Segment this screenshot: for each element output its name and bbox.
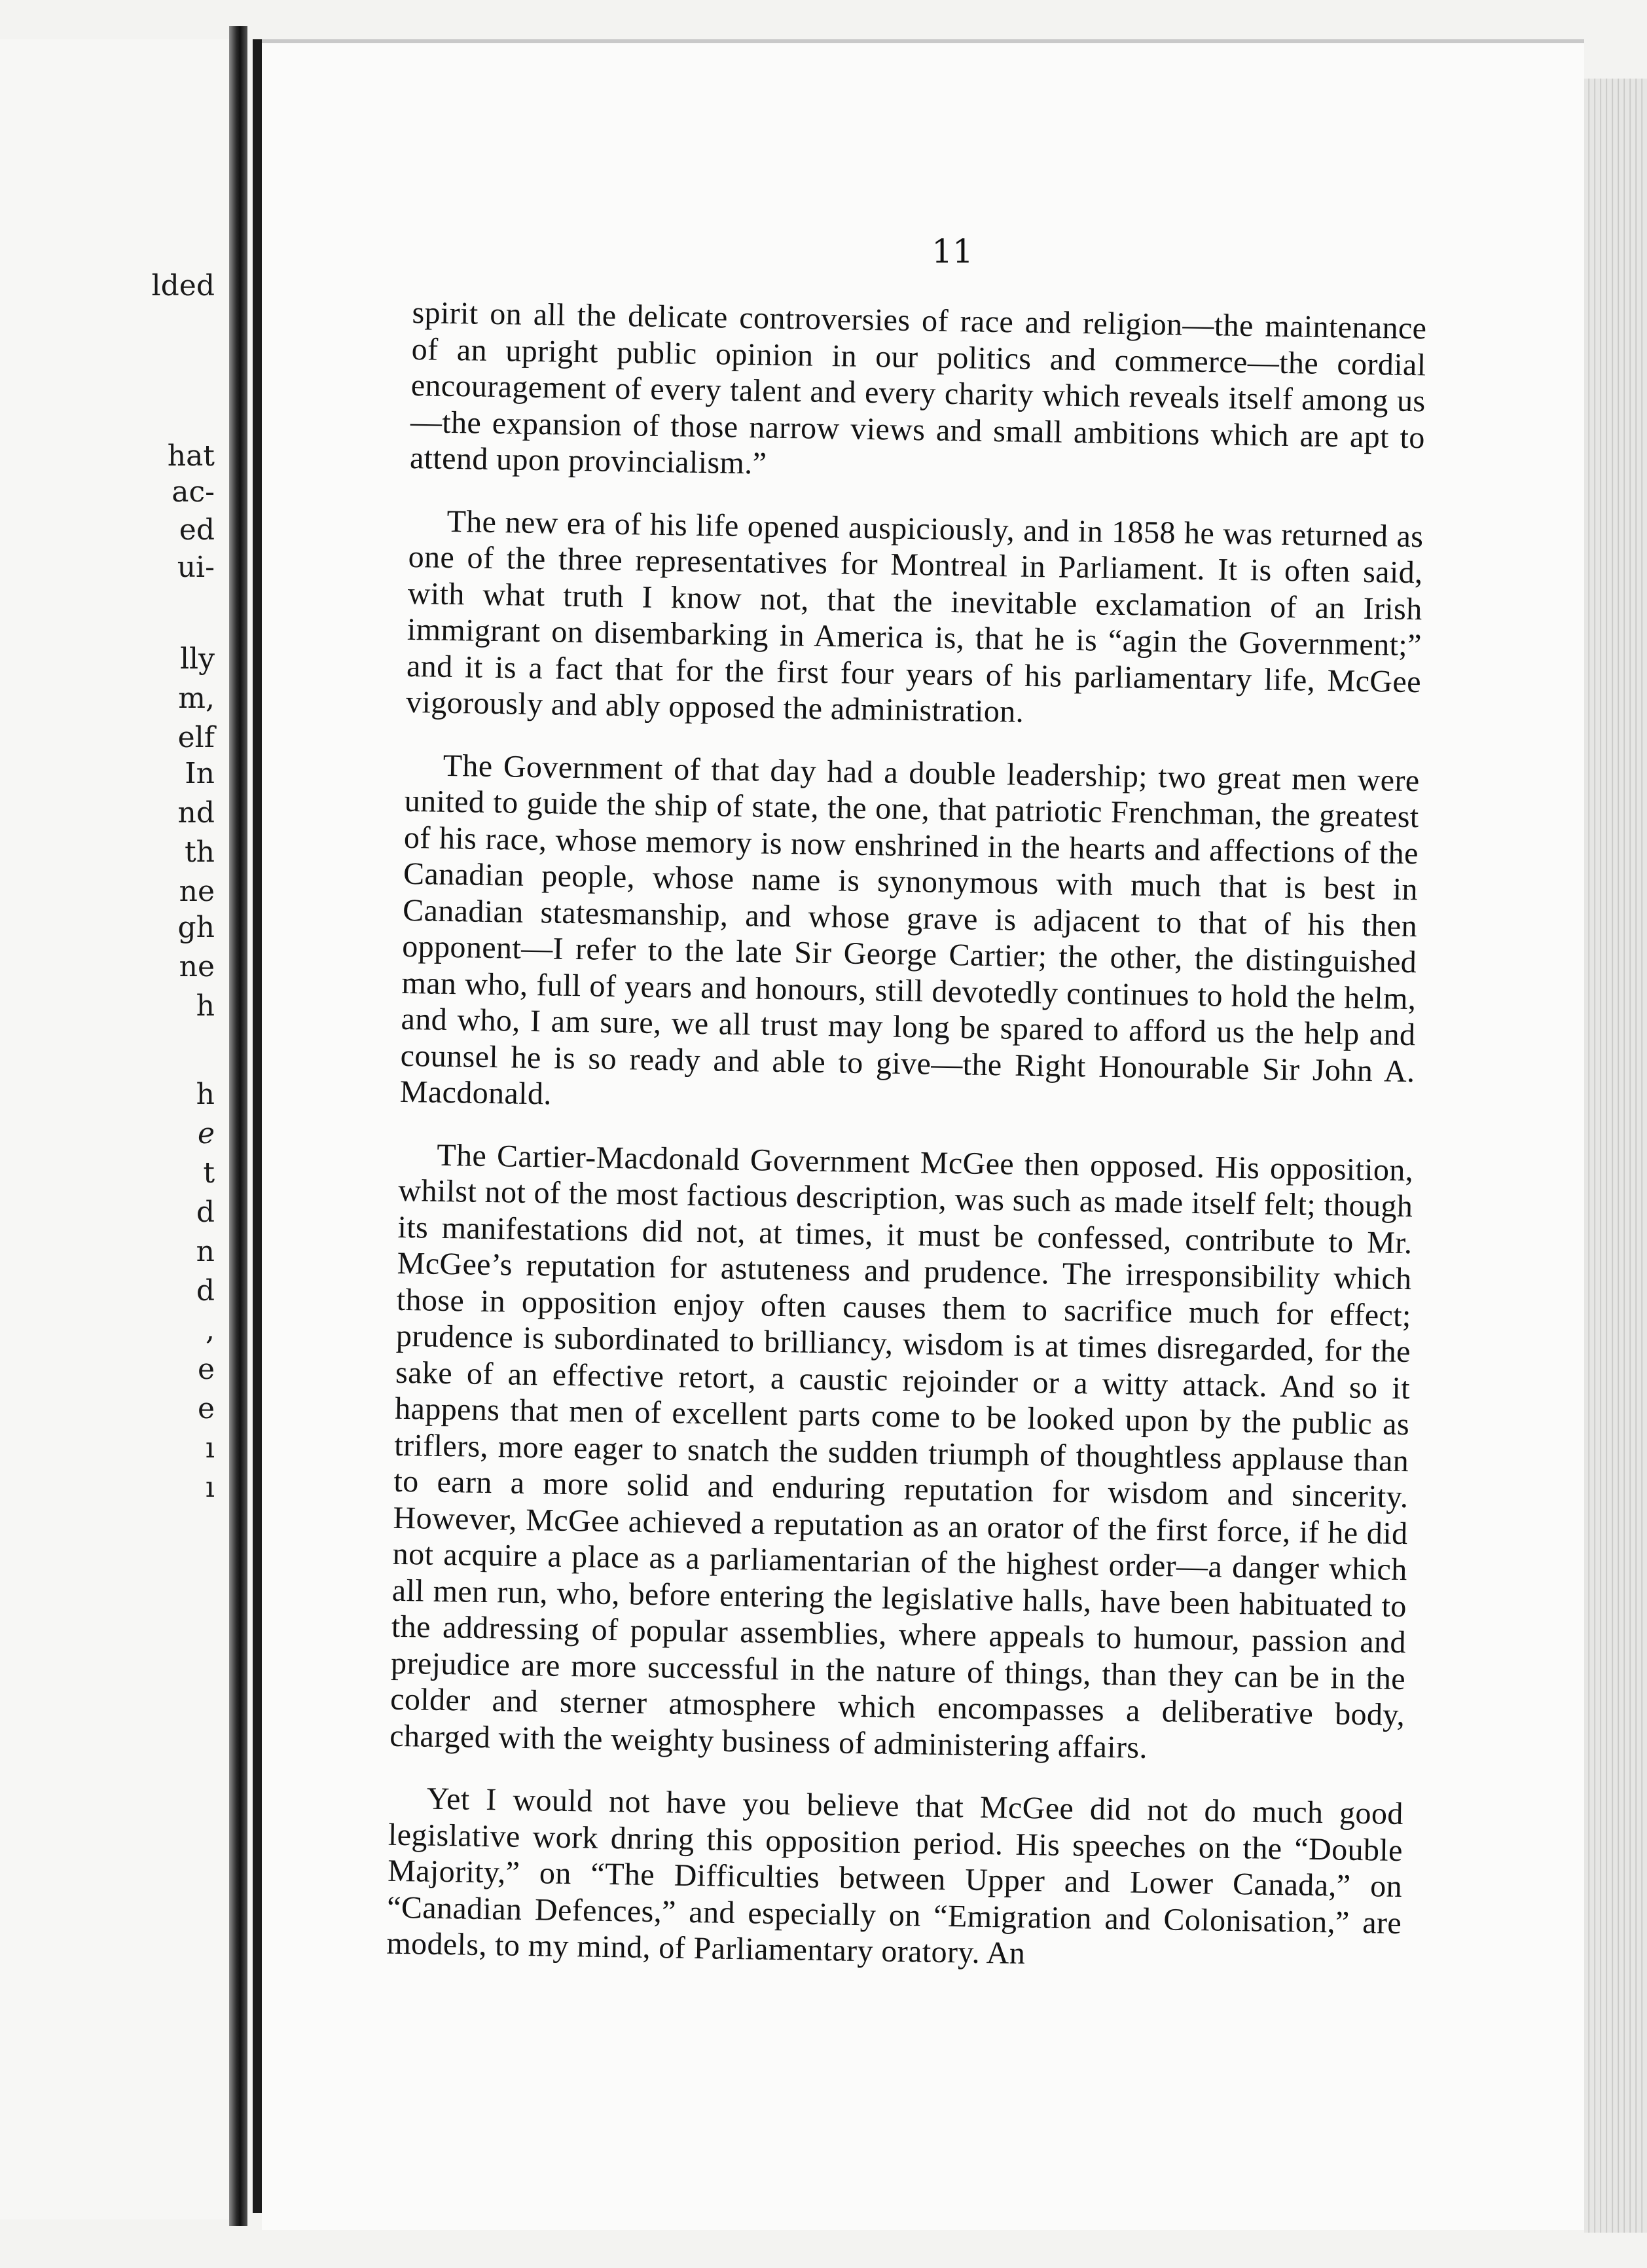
paragraph: spirit on all the delicate controversies of race and religion—the maintenance of an upright public opinion in our politics and commerce—the cordial encouragement of every talent and every charity which reveals itself among us—the expansion of those narrow views and small ambitions which are apt to attend upon provincialism.” [409,295,1427,481]
paragraph: The new era of his life opened auspiciously, and in 1858 he was returned as one of the three representatives for Montreal in Parliament. It is often said, with what truth I know not, that the inevitable exclamation of an Irish immigrant on disembarking in America is, that he is “agin the Government;” and it is a fact that for the first four years of his parliamentary life, McGee vigorously and ably opposed the administration. [405,503,1424,729]
paragraph: The Government of that day had a double leadership; two great men were united to guide the ship of state, the one, that patriotic Frenchman, the greatest of his race, whose memory is now enshrined in the hearts and affections of the Canadian people, whose name is synonymous with much that is best in Canadian statesmanship, and whose grave is adjacent to that of his then opponent—I refer to the late Sir George Cartier; the other, the distinguished man who, full of years and honours, still devotedly continues to hold the helm, and who, I am sure, we all trust may long be spared to afford us the help and counsel he is so ready and able to give—the Right Honourable Sir John A. Macdonald. [399,748,1420,1112]
margin-fragment: , [206,1313,215,1347]
margin-fragment: ı [205,1471,215,1504]
margin-fragment: h [196,989,215,1023]
margin-fragment: e [197,1117,215,1150]
margin-fragment: th [184,835,215,869]
paragraph: Yet I would not have you believe that McGee did not do much good legislative work dnring this opposition period. His speeches on the “Double Majority,” on “The Difficulties between Upper and Lower Canada,” on “Canadian Defences,” and especially on “Emigration and Colonisation,” are models, to my mind, of Parliamentary oratory. An [386,1781,1404,1971]
margin-fragment: ı [205,1431,215,1465]
book-gutter [229,26,247,2226]
margin-fragment: ed [179,513,215,547]
margin-fragment: n [196,1235,215,1268]
margin-fragment: gh [177,911,215,944]
margin-fragment: In [185,757,215,790]
margin-fragment: hat [167,439,215,473]
margin-fragment: ui- [177,551,215,584]
margin-fragment: nd [177,796,215,830]
margin-fragment: e [197,1353,215,1386]
margin-fragment: t [203,1156,215,1190]
margin-fragment: lded [151,269,215,302]
paragraph: The Cartier-Macdonald Government McGee then opposed. His opposition, whilst not of the most factious description, was such as made itself felt; though its manifestations did not, at times, it must be confessed, contribute to Mr. McGee’s reputation for astuteness and prudence. The irresponsibility which those in opposition enjoy often causes them to sacrifice much for effect; prudence is subordinated to brilliancy, wisdom is at times disregarded, for the sake of an effective retort, a caustic rejoinder or a witty attack. And so it happens that men of excellent parts come to be looked upon by the public as triflers, more eager to snatch the sudden triumph of thoughtless applause than to earn a more solid and enduring reputation for wisdom and sincerity. However, McGee achieved a reputation as an orator of the first force, if he did not acquire a place as a parliamentarian of the highest order—a danger which all men run, who, before entering the legislative halls, have been habituated to the addressing of popular assemblies, where appeals to humour, passion and prejudice are more successful in the nature of things, than they can be in the colder and sterner atmosphere which encompasses a deliberative body, charged with the weighty business of administering affairs. [389,1137,1414,1765]
margin-fragment: elf [177,721,215,754]
body-text [386,295,1426,2004]
margin-fragment: lly [179,642,215,676]
margin-fragment: ne [179,875,215,908]
margin-fragment: ac- [172,475,215,509]
margin-fragment: d [196,1196,215,1229]
margin-fragment: e [197,1392,215,1425]
margin-fragment: d [196,1274,215,1308]
margin-fragment: ne [179,950,215,983]
page-binding-edge [253,39,262,2213]
page-number: 11 [932,232,973,270]
page-stack-edge [1584,79,1647,2233]
margin-fragment: h [196,1078,215,1111]
facing-page-fragment [0,39,229,2220]
margin-fragment: m, [178,682,215,715]
